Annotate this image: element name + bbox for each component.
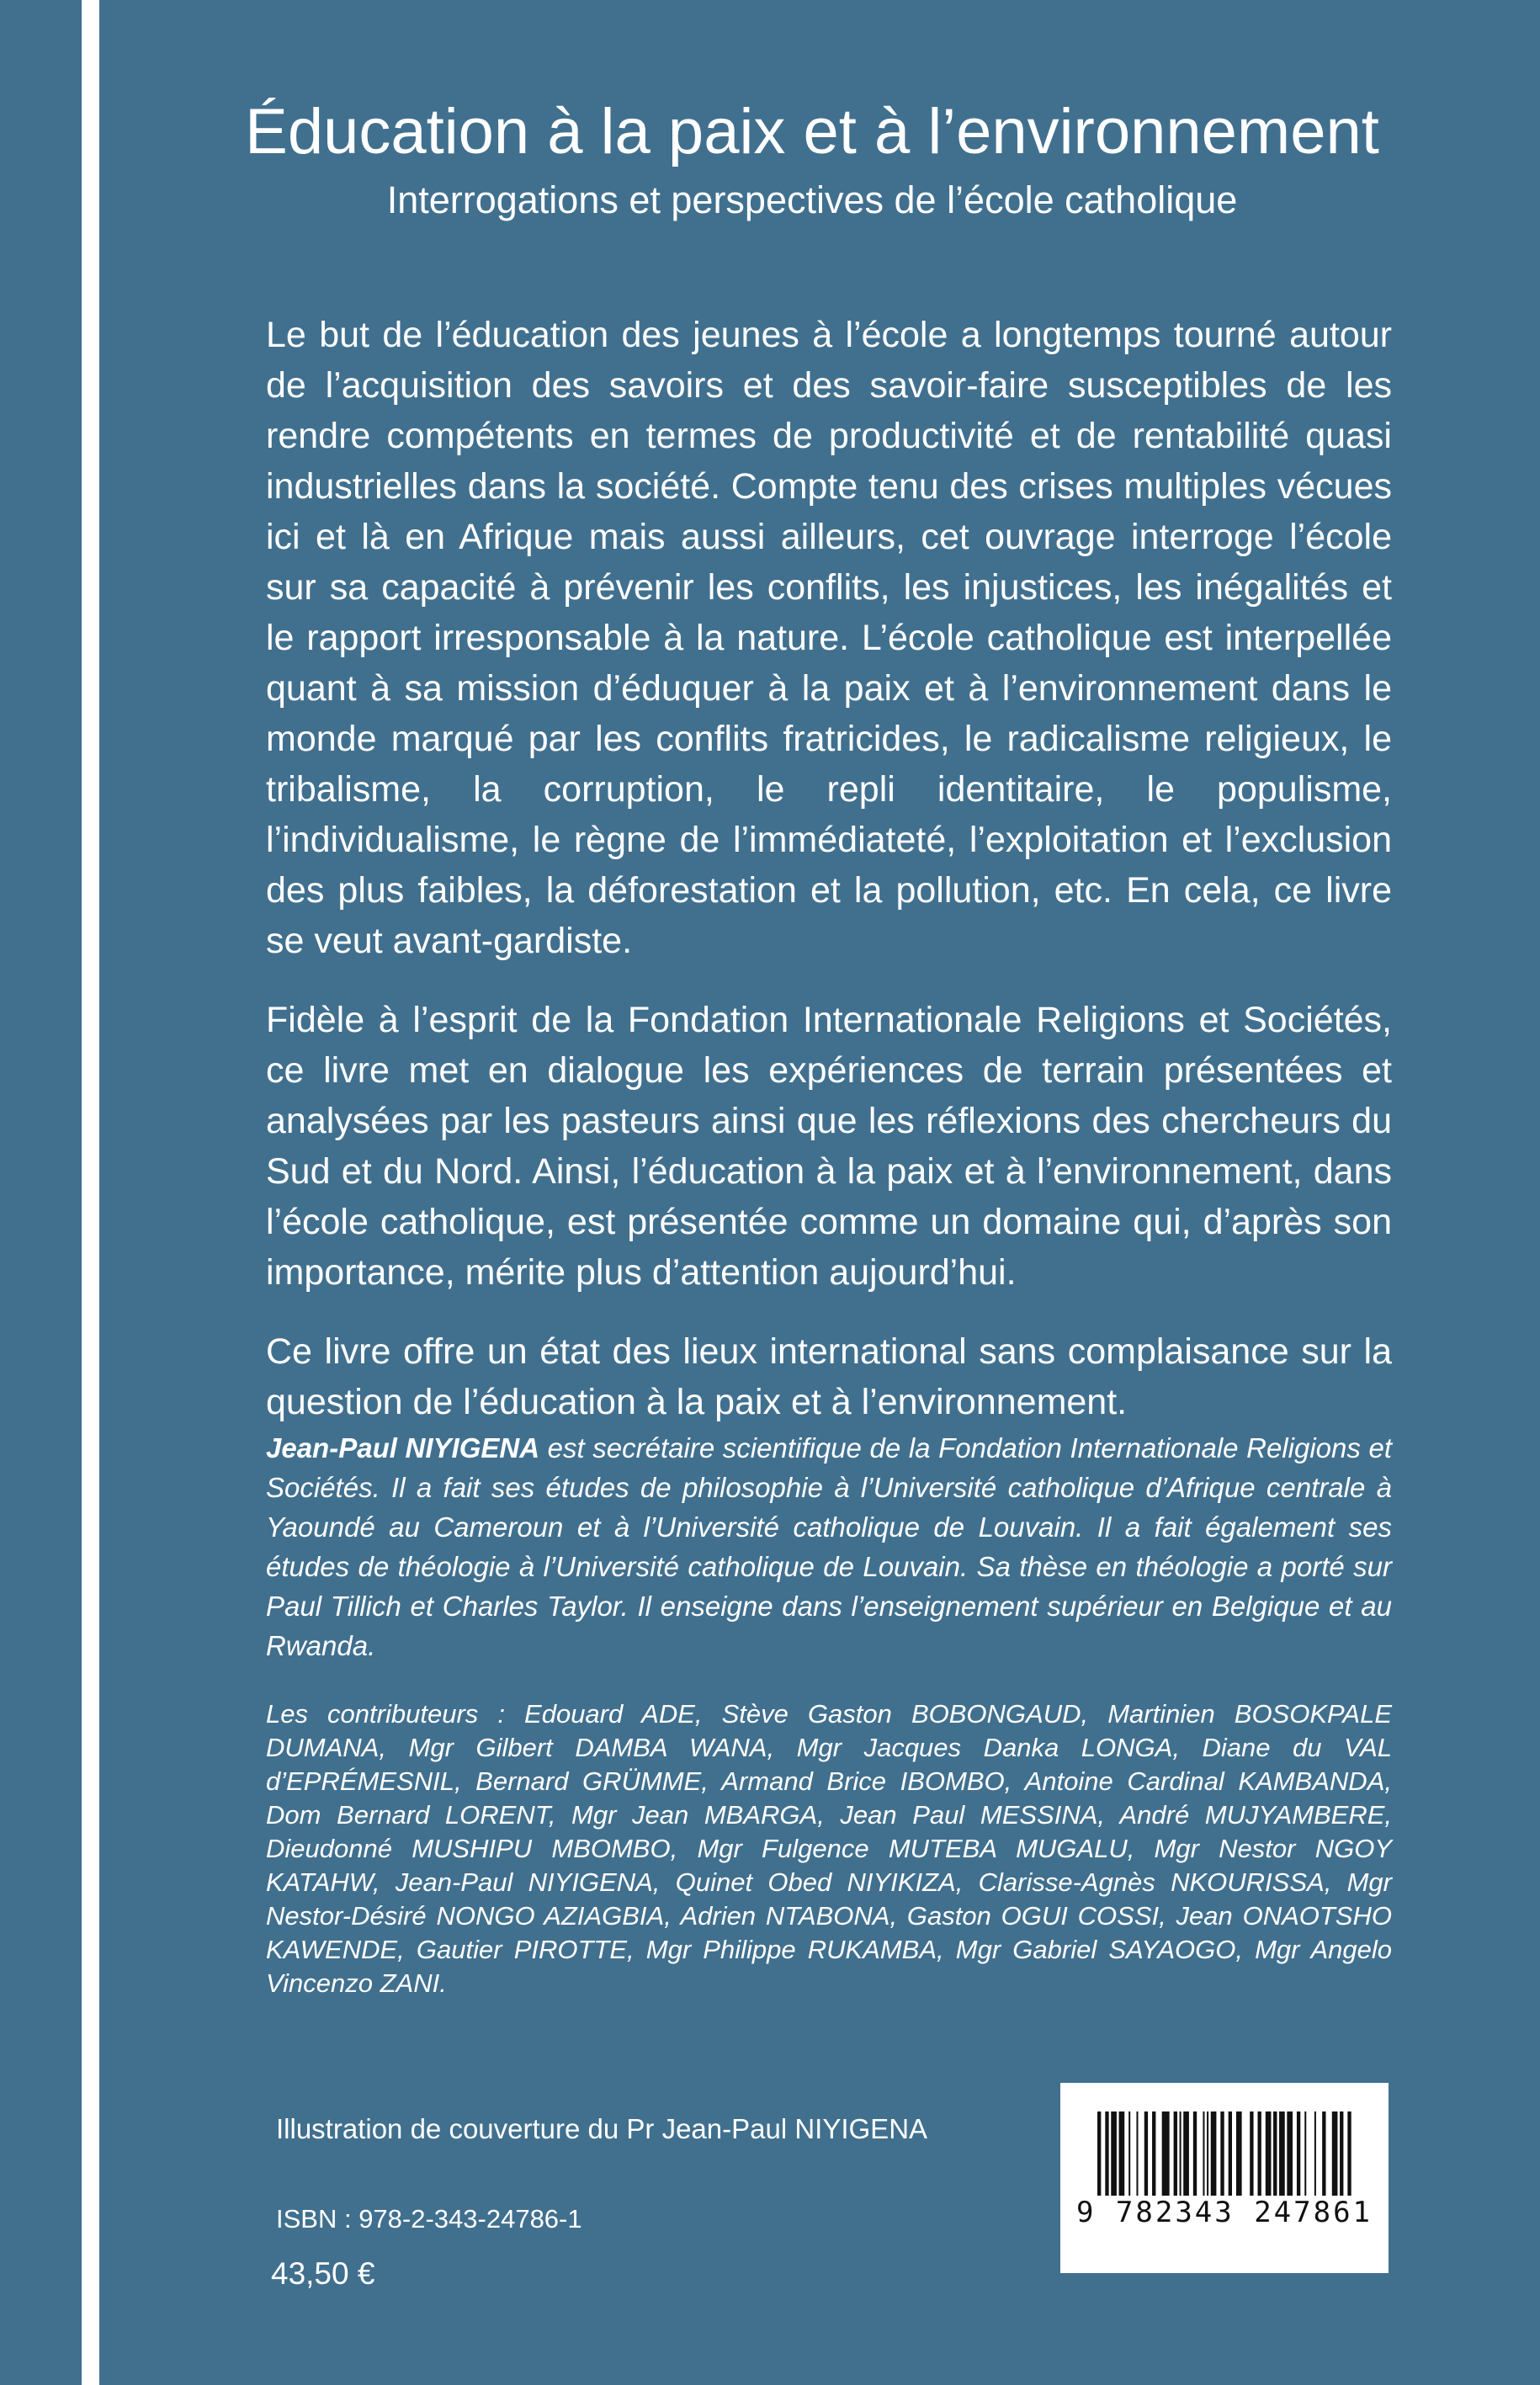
- barcode-bar: [1152, 2111, 1155, 2196]
- barcode-digits: 9 782343 247861: [1075, 2196, 1373, 2229]
- barcode-bar: [1207, 2111, 1208, 2196]
- barcode-bar: [1340, 2111, 1343, 2196]
- barcode-bar: [1174, 2111, 1177, 2196]
- spine-strip: [82, 0, 99, 2385]
- barcode-bar: [1097, 2111, 1101, 2196]
- barcode-bar: [1236, 2111, 1242, 2196]
- book-subtitle: Interrogations et perspectives de l’école catholique: [386, 178, 1238, 221]
- cover-credit: Illustration de couverture du Pr Jean-Paul NIYIGENA: [276, 2113, 928, 2144]
- barcode-bar: [1193, 2111, 1197, 2196]
- barcode-bar: [1162, 2111, 1170, 2196]
- book-title: Éducation à la paix et à l’environnement: [245, 96, 1379, 167]
- contributors-list: Les contributeurs : Edouard ADE, Stève Gaston BOBONGAUD, Martinien BOSOKPALE DUMANA, Mgr Gilbert DAMBA WANA, Mgr Jacques Danka LONGA, Diane du VAL d’EPRÉMESNIL, Bernard GRÜMME, Armand Brice IBOMBO, Antoine Cardinal KAMBANDA, Dom Bernard LORENT, Mgr Jean MBARGA, Jean Paul MESSINA, André MUJYAMBERE, Dieudonné MUSHIPU MBOMBO, Mgr Fulgence MUTEBA MUGALU, Mgr Nestor NGOY KATAHW, Jean-Paul NIYIGENA, Quinet Obed NIYIKIZA, Clarisse-Agnès NKOURISSA, Mgr Nestor-Désiré NONGO AZIAGBIA, Adrien NTABONA, Gaston OGUI COSSI, Jean ONAOTSHO KAWENDE, Gautier PIROTTE, Mgr Philippe RUKAMBA, Mgr Gabriel SAYAOGO, Mgr Angelo Vincenzo ZANI.: [266, 1699, 1392, 1998]
- barcode-bar: [1180, 2111, 1182, 2196]
- barcode-bar: [1144, 2111, 1148, 2196]
- barcode: [1060, 2083, 1389, 2273]
- barcode-bar: [1279, 2111, 1285, 2196]
- author-bio: [266, 1428, 1392, 1665]
- barcode-bar: [1220, 2111, 1224, 2196]
- barcode-bar: [1266, 2111, 1272, 2196]
- author-name: Jean-Paul NIYIGENA: [266, 1432, 540, 1463]
- barcode-bar: [1332, 2111, 1338, 2196]
- barcode-bar: [1347, 2111, 1351, 2196]
- barcode-bar: [1119, 2111, 1125, 2196]
- summary-paragraph: Ce livre offre un état des lieux international sans complaisance sur la question de l’éducation à la paix et à l’environnement.: [266, 1331, 1392, 1422]
- barcode-bar: [1128, 2111, 1130, 2196]
- barcode-bar: [1136, 2111, 1138, 2196]
- summary-paragraph: Le but de l’éducation des jeunes à l’école a longtemps tourné autour de l’acquisition des savoirs et des savoir-faire susceptibles de les rendre compétents en termes de productivité et de rentabilité quasi industrielles dans la société. Compte tenu des crises multiples vécues ici et là en Afrique mais aussi ailleurs, cet ouvrage interroge l’école sur sa capacité à prévenir les conflits, les injustices, les inégalités et le rapport irresponsable à la nature. L’école catholique est interpellée quant à sa mission d’éduquer à la paix et à l’environnement dans le monde marqué par les conflits fratricides, le radicalisme religieux, le tribalisme, la corruption, le repli identitaire, le populisme, l’individualisme, le règne de l’immédiateté, l’exploitation et l’exclusion des plus faibles, la déforestation et la pollution, etc. En cela, ce livre se veut avant-gardiste.: [266, 315, 1392, 961]
- barcode-bar: [1183, 2111, 1189, 2196]
- barcode-bar: [1250, 2111, 1253, 2196]
- barcode-bars: [1097, 2111, 1351, 2196]
- barcode-bar: [1105, 2111, 1108, 2196]
- barcode-bar: [1287, 2111, 1293, 2196]
- barcode-bar: [1322, 2111, 1325, 2196]
- barcode-bar: [1297, 2111, 1300, 2196]
- summary-text: [266, 310, 1392, 1456]
- barcode-bar: [1229, 2111, 1232, 2196]
- barcode-bar: [1211, 2111, 1217, 2196]
- summary-paragraph: Fidèle à l’esprit de la Fondation Internationale Religions et Sociétés, ce livre met en dialogue les expériences de terrain présentées et analysées par les pasteurs ainsi que les réflexions des chercheurs du Sud et du Nord. Ainsi, l’éducation à la paix et à l’environnement, dans l’école catholique, est présentée comme un domaine qui, d’après son importance, mérite plus d’attention aujourd’hui.: [266, 1000, 1392, 1293]
- barcode-bar: [1257, 2111, 1261, 2196]
- author-bio-text: est secrétaire scientifique de la Fondation Internationale Religions et Sociétés. Il a fait ses études de philosophie à l’Université catholique d’Afrique centrale à Yaoundé au Cameroun et à l’Université catholique de Louvain. Il a fait également ses études de théologie à l’Université catholique de Louvain. Sa thèse en théologie a porté sur Paul Tillich et Charles Taylor. Il enseigne dans l’enseignement supérieur en Belgique et au Rwanda.: [266, 1432, 1393, 1661]
- barcode-bar: [1314, 2111, 1316, 2196]
- barcode-bar: [1111, 2111, 1117, 2196]
- barcode-bar: [1304, 2111, 1306, 2196]
- barcode-bar: [1273, 2111, 1277, 2196]
- barcode-bar: [1203, 2111, 1204, 2196]
- price: 43,50 €: [271, 2256, 375, 2291]
- isbn: ISBN : 978-2-343-24786-1: [276, 2204, 582, 2234]
